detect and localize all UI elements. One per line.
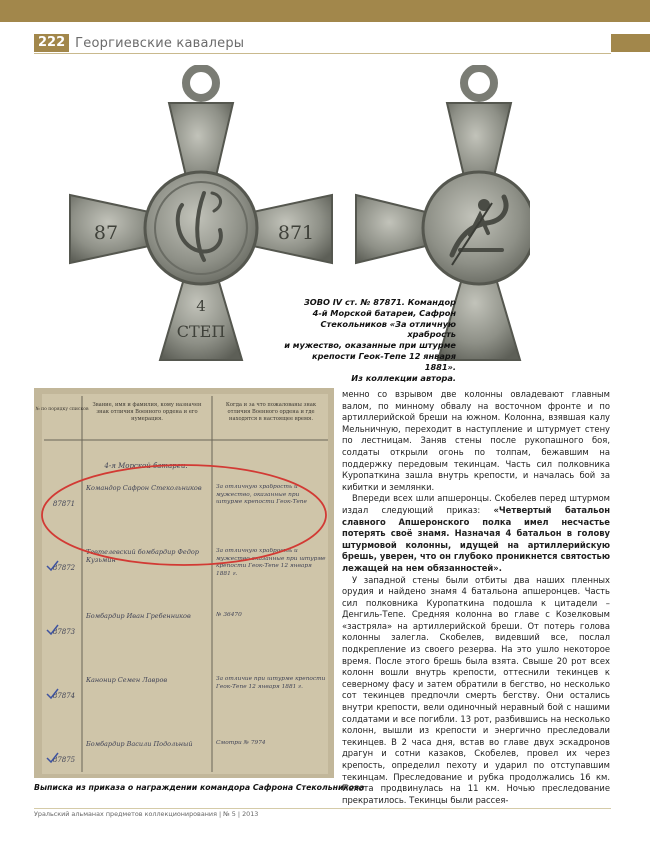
doc-entry-note: За отличие при штурме крепости Геок-Тепе 12 января 1881 г. <box>216 676 326 690</box>
doc-entry-note: За отличную храбрость и мужество, оказанные при штурме крепости Геок-Тепе <box>216 484 307 505</box>
doc-entry-name: Командор Сафрон Стекольников <box>86 484 202 492</box>
doc-col2-header: Звание, имя и фамилия, кому назначен знак отличия Военного ордена и его нумерация. <box>92 402 202 422</box>
page-footer: Уральский альманах предметов коллекционирования | № 5 | 2013 <box>34 810 259 818</box>
doc-entry-number: 87875 <box>52 756 76 764</box>
doc-battery-title: 4-я Морской батареи. <box>104 462 188 470</box>
medal-grade-number: 4 <box>196 297 206 315</box>
medal-caption-line: Из коллекции автора. <box>351 372 456 383</box>
paragraph: менно со взрывом две колонны овладевают главным валом, по минному обвалу на восточном фронте и по артиллерийской бреши на южном. Колонна, взявшая калу Мельничную, переходит в наступление и штурмует стену по лестницам. Заняв стены после рукопашного боя, солдаты открыли огонь по толпам, бежавшим на поддержку передовым текинцам. Часть сил полковника Куропаткина зашла внутрь крепости, и началась бой за кибитки и землянки. <box>342 389 610 492</box>
doc-entry-number: 87874 <box>52 692 76 700</box>
top-color-bar <box>0 0 650 22</box>
paragraph: У западной стены были отбиты два наших пленных орудия и найдено знамя 4 батальона апшеронцев. Часть сил полковника Куропаткина подошла к цитадели – Денгиль-Тепе. Средняя колонна во главе с Козелковым «застряла» на артиллерийской бреши. От потерь голова колонны залегла. Скобелев, видевший все, послал подкрепление из своего резерва. На это ушло некоторое время. После этого брешь была взята. Свыше 20 рот всех колонн вошли внутрь крепости, оттеснили текинцев к северному фасу и затем обратили в бегство, но несколько сот текинцев предпочли смерть бегству. Они остались внутри крепости, вели одиночный неравный бой с нашими солдатами и все погибли. 13 рот, разбившись на несколько колонн, вышли из крепости и энергично преследовали текинцев. В 2 часа дня, встав во главе двух эскадронов драгун и сотни казаков, Скобелев, провел их через крепость, определил пехоту и ударил по отступавшим текинцам. Преследование и рубка продолжались 16 км. Пехота продвинулась на 11 км. Ночью преследование прекратилось. Текинцы были рассея- <box>342 574 610 805</box>
medal-caption-line: Стекольников «За отличную храбрость <box>320 318 456 340</box>
doc-entry-number: 87872 <box>52 564 76 572</box>
doc-entry-note: Смотри № 7974 <box>216 740 266 746</box>
medal-left-number: 87 <box>93 222 119 244</box>
section-title: Георгиевские кавалеры <box>75 35 245 51</box>
medal-caption <box>280 297 456 383</box>
medal-grade-label: СТЕП <box>176 322 226 341</box>
medal-caption-line: и мужество, оказанные при штурме <box>284 340 456 351</box>
doc-entry-number: 87873 <box>52 628 76 636</box>
doc-col3-header: Когда и за что пожалованы знак отличия Военного ордена и где находятся в настоящее время. <box>225 402 317 422</box>
medal-right-number: 871 <box>277 222 315 244</box>
medal-caption-line: ЗОВО IV ст. № 87871. Командор <box>303 297 456 307</box>
doc-entry-number: 87871 <box>52 500 76 508</box>
archive-document-photo <box>34 388 334 778</box>
doc-entry-name: Тевтелевский бомбардир Федор Кузьмин <box>86 548 199 564</box>
doc-col1-header: № по порядку списков <box>35 407 89 412</box>
document-caption: Выписка из приказа о награждении командора Сафрона Стекольникова <box>34 783 365 792</box>
header-rule <box>34 53 611 54</box>
doc-entry-note: За отличную храбрость и мужество оказанные при штурме крепости Геок-Тепе 12 января 1881 г. <box>216 548 326 577</box>
skobelev-order-quote: «Четвертый батальон славного Апшеронского полка имел несчастье потерять своё знамя. Назначая 4 батальон в голову штурмовой колонны, идущей на артиллерийскую брешь, уверен, что он глубоко проникнется святостью лежащей на нем обязанностей». <box>342 504 611 573</box>
page-header <box>34 34 244 52</box>
doc-entry-note: № 36470 <box>216 612 242 618</box>
medal-caption-line: 4-й Морской батареи, Сафрон <box>312 307 456 318</box>
doc-entry-name: Канонир Семен Лавров <box>86 676 168 684</box>
doc-entry-name: Бомбардир Васили Подольный <box>86 740 193 748</box>
article-body <box>342 389 610 806</box>
header-accent-strip <box>611 34 650 52</box>
paragraph <box>342 493 610 574</box>
footer-rule <box>34 808 611 809</box>
page-number: 222 <box>34 34 69 52</box>
doc-entry-name: Бомбардир Иван Гребенников <box>86 612 191 620</box>
medal-caption-line: крепости Геок-Тепе 12 января 1881». <box>312 350 456 372</box>
paragraph-intro: Впереди всех шли апшеронцы. Скобелев перед штурмом издал следующий приказ: <box>342 493 610 515</box>
